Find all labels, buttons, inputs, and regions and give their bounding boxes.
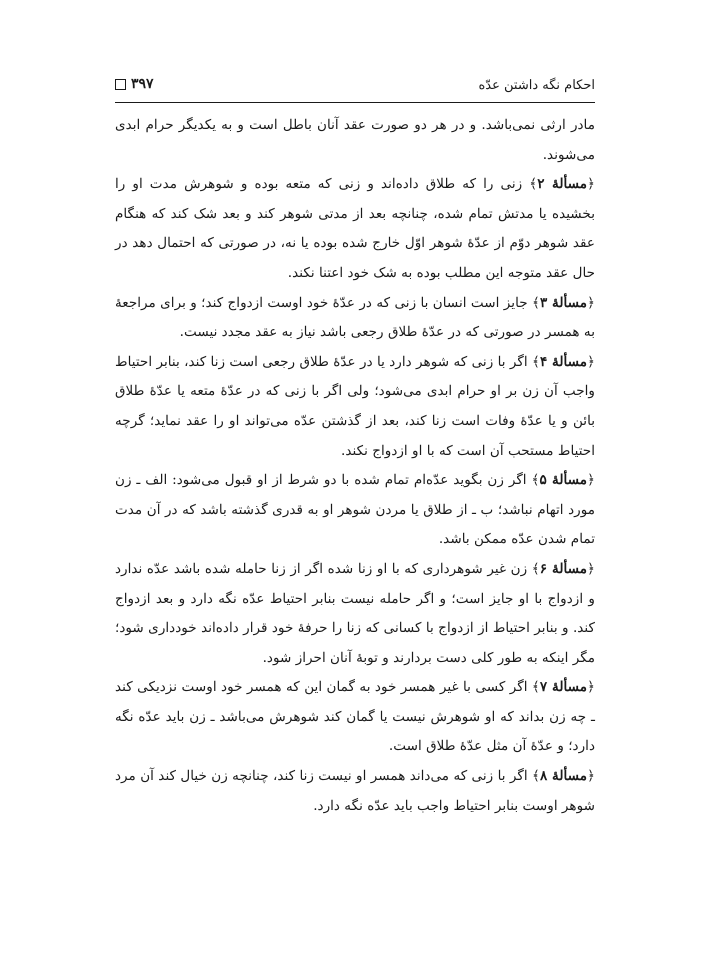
masale-5 [115,466,595,555]
masale-label: مسألهٔ ۵ [539,472,588,489]
header-title: احکام نگه داشتن عدّه [478,78,595,93]
masale-label: مسألهٔ ۷ [539,679,588,696]
close-bracket-icon: ﴾ [531,560,540,577]
masale-6 [115,555,595,673]
running-header [115,70,595,103]
page-box-icon [115,79,126,90]
paragraph-text: مادر ارثی نمی‌باشد. و در هر دو صورت عقد آنان باطل است و به یکدیگر حرام ابدی می‌شوند. [115,117,595,163]
close-bracket-icon: ﴾ [531,768,540,785]
close-bracket-icon: ﴾ [529,176,538,193]
paragraph-text: اگر با زنی که شوهر دارد یا در عدّهٔ طلاق رجعی است زنا کند، بنابر احتیاط واجب آن زن بر او حرام ابدی می‌شود؛ ولی اگر با زنی که در عدّهٔ متعه یا عدّهٔ طلاق بائن و یا عدّهٔ وفات است زنا کند، بعد از گذشتن عدّه می‌تواند او را عقد نماید؛ گرچه احتیاط مستحب آن است که با او ازدواج نکند. [115,353,595,459]
paragraph-text: زن غیر شوهرداری که با او زنا شده اگر از زنا حامله شده باشد عدّه ندارد و ازدواج با او جایز است؛ و اگر حامله نیست بنابر احتیاط عدّه نگه دارد و بعد ازدواج کند. و بنابر احتیاط از ازدواج با کسانی که زنا را حرفهٔ خود قرار داده‌اند خودداری شود؛ مگر اینکه به طور کلی دست بردارند و توبهٔ آنان احراز شود. [115,560,595,666]
masale-label: مسألهٔ ۳ [539,294,588,311]
paragraph-text: اگر با زنی که می‌داند همسر او نیست زنا کند، چنانچه زن خیال کند آن مرد شوهر اوست بنابر احتیاط واجب باید عدّه نگه دارد. [115,768,595,814]
header-page-number [115,76,154,92]
paragraph-continuation [115,111,595,170]
close-bracket-icon: ﴾ [531,294,540,311]
masale-3 [115,289,595,348]
document-page [115,70,595,821]
close-bracket-icon: ﴾ [531,679,540,696]
masale-label: مسألهٔ ۶ [539,560,588,577]
open-bracket-icon: ﴿ [587,768,595,785]
masale-label: مسألهٔ ۲ [537,176,588,193]
masale-4 [115,348,595,466]
close-bracket-icon: ﴾ [531,472,540,489]
paragraph-text: اگر کسی با غیر همسر خود به گمان این که همسر خود اوست نزدیکی کند ـ چه زن بداند که او شوهرش نیست یا گمان کند شوهرش می‌باشد ـ زن باید عدّه نگه دارد؛ و عدّهٔ آن مثل عدّهٔ طلاق است. [115,679,595,755]
open-bracket-icon: ﴿ [587,176,596,193]
document-body [115,111,595,821]
paragraph-text: زنی را که طلاق داده‌اند و زنی که متعه بوده و شوهرش مدت او را بخشیده یا مدتش تمام شده، چنانچه بعد از مدتی شوهر کند و بعد شک کند که هنگام عقد شوهر دوّم از عدّهٔ شوهر اوّل خارج شده بوده یا نه، در صورتی که احتمال دهد در حال عقد متوجه این مطلب بوده به شک خود اعتنا نکند. [115,176,595,281]
open-bracket-icon: ﴿ [587,294,595,311]
masale-8 [115,762,595,821]
open-bracket-icon: ﴿ [587,679,595,696]
paragraph-text: جایز است انسان با زنی که در عدّهٔ خود اوست ازدواج کند؛ و برای مراجعهٔ به همسر در صورتی که در عدّهٔ طلاق رجعی باشد نیاز به عقد مجدد نیست. [115,294,595,341]
masale-2 [115,170,595,288]
masale-7 [115,673,595,762]
close-bracket-icon: ﴾ [532,353,540,370]
paragraph-text: اگر زن بگوید عدّه‌ام تمام شده با دو شرط از او قبول می‌شود: الف ـ زن مورد اتهام نباشد؛ ب ـ از طلاق یا مردن شوهر او به قدری گذشته باشد که در آن مدت تمام شدن عدّه ممکن باشد. [115,472,595,548]
open-bracket-icon: ﴿ [587,353,595,370]
page-number: ۳۹۷ [131,76,154,92]
open-bracket-icon: ﴿ [587,472,595,489]
open-bracket-icon: ﴿ [587,560,595,577]
masale-label: مسألهٔ ۴ [539,353,588,370]
masale-label: مسألهٔ ۸ [539,768,588,785]
